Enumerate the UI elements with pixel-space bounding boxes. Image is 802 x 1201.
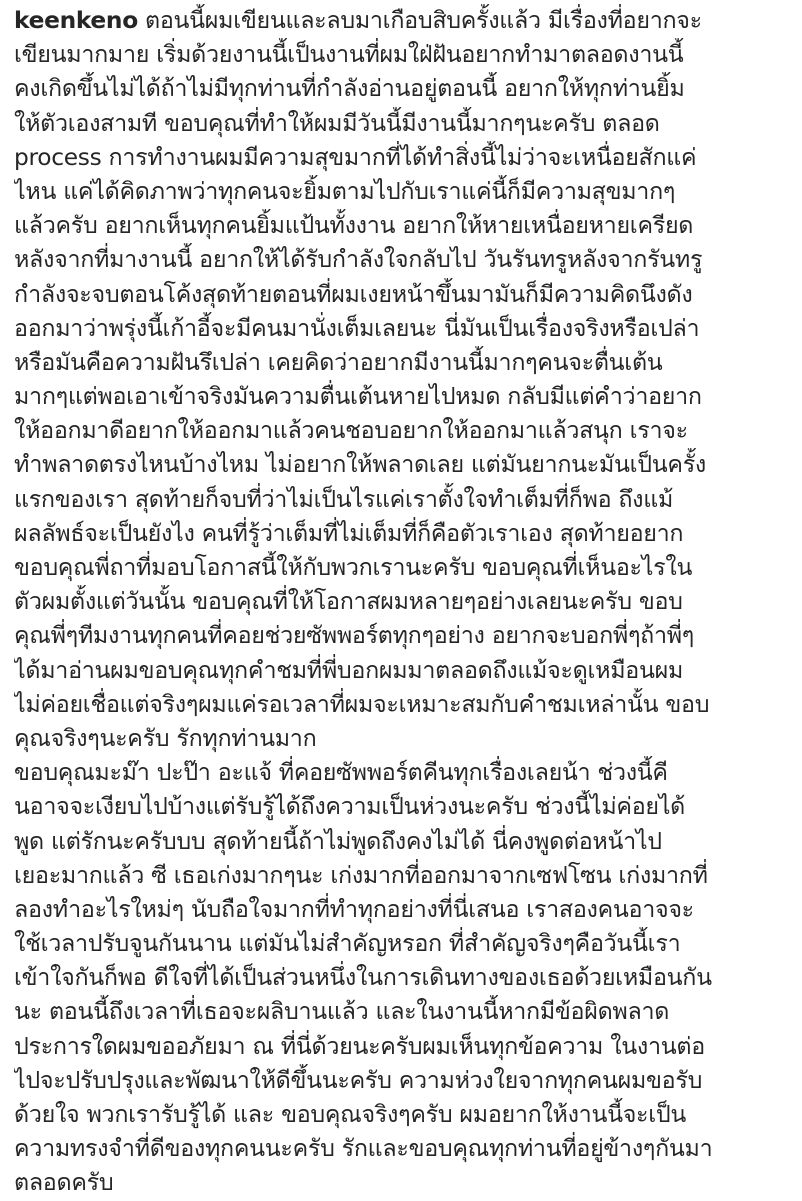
caption-line: พูด แต่รักนะครับบบ สุดท้ายนี้ถ้าไม่พูดถึงคงไม่ได้ นี่คงพูดต่อหน้าไป	[14, 827, 662, 855]
caption-line: ได้มาอ่านผมขอบคุณทุกคำชมที่พี่บอกผมมาตลอดถึงแม้จะดูเหมือนผม	[14, 656, 684, 684]
caption-line: ไม่ค่อยเชื่อแต่จริงๆผมแค่รอเวลาที่ผมจะเหมาะสมกับคำชมเหล่านั้น ขอบ	[14, 690, 710, 718]
caption-line: คุณจริงๆนะครับ รักทุกท่านมาก	[14, 724, 317, 752]
caption-line: ด้วยใจ พวกเรารับรู้ได้ และ ขอบคุณจริงๆครับ ผมอยากให้งานนี้จะเป็น	[14, 1101, 687, 1128]
caption-line: กำลังจะจบตอนโค้งสุดท้ายตอนที่ผมเงยหน้าขึ้นมามันก็มีความคิดนึงดัง	[14, 280, 693, 308]
caption-line: ประการใดผมขออภัยมา ณ ที่นี่ด้วยนะครับผมเห็นทุกข้อความ ในงานต่อ	[14, 1032, 705, 1060]
username-link[interactable]: keenkeno	[14, 7, 138, 34]
caption-line: ตลอดครับ	[14, 1169, 114, 1197]
caption-text: ตอนนี้ผมเขียนและลบมาเกือบสิบครั้งแล้ว มีเรื่องที่อยากจะ	[145, 7, 702, 34]
caption-line: เข้าใจกันก็พอ ดีใจที่ได้เป็นส่วนหนึ่งในการเดินทางของเธอด้วยเหมือนกัน	[14, 964, 712, 992]
caption-line: เขียนมากมาย เริ่มด้วยงานนี้เป็นงานที่ผมใฝ่ฝันอยากทำมาตลอดงานนี้	[14, 41, 684, 69]
caption-line: แรกของเรา สุดท้ายก็จบที่ว่าไม่เป็นไรแค่เราตั้งใจทำเต็มที่ก็พอ ถึงแม้	[14, 485, 674, 513]
caption-line: ทำพลาดตรงไหนบ้างไหม ไม่อยากให้พลาดเลย แต่มันยากนะมันเป็นครั้ง	[14, 451, 706, 479]
caption-line: คงเกิดขึ้นไม่ได้ถ้าไม่มีทุกท่านที่กำลังอ่านอยู่ตอนนี้ อยากให้ทุกท่านยิ้ม	[14, 75, 685, 103]
caption-line: มากๆแต่พอเอาเข้าจริงมันความตื่นเต้นหายไปหมด กลับมีแต่คำว่าอยาก	[14, 383, 702, 411]
caption-line: หลังจากที่มางานนี้ อยากให้ได้รับกำลังใจกลับไป วันรันทรูหลังจากรันทรู	[14, 246, 703, 274]
caption-line: นอาจจะเงียบไปบ้างแต่รับรู้ได้ถึงความเป็นห่วงนะครับ ช่วงนี้ไม่ค่อยได้	[14, 793, 685, 821]
caption-line: นะ ตอนนี้ถึงเวลาที่เธอจะผลิบานแล้ว และในงานนี้หากมีข้อผิดพลาด	[14, 998, 670, 1026]
caption-line: คุณพี่ๆทีมงานทุกคนที่คอยช่วยซัพพอร์ตทุกๆอย่าง อยากจะบอกพี่ๆถ้าพี่ๆ	[14, 622, 695, 650]
caption-line: ออกมาว่าพรุ่งนี้เก้าอี้จะมีคนมานั่งเต็มเลยนะ นี่มันเป็นเรื่องจริงหรือเปล่า	[14, 314, 700, 342]
caption-line: process การทำงานผมมีความสุขมากที่ได้ทำสิ่งนี้ไม่ว่าจะเหนื่อยสักแค่	[14, 143, 697, 171]
caption-line: ขอบคุณมะม๊า ปะป๊า อะแจ้ ที่คอยซัพพอร์ตคีนทุกเรื่องเลยน้า ช่วงนี้คี	[14, 759, 668, 787]
caption-line: ใช้เวลาปรับจูนกันนาน แต่มันไม่สำคัญหรอก ที่สำคัญจริงๆคือวันนี้เรา	[14, 930, 681, 958]
post-caption	[14, 4, 790, 1201]
caption-line: เยอะมากแล้ว ซี เธอเก่งมากๆนะ เก่งมากที่ออกมาจากเซฟโซน เก่งมากที่	[14, 861, 708, 889]
caption-line: หรือมันคือความฝันรึเปล่า เคยคิดว่าอยากมีงานนี้มากๆคนจะตื่นเต้น	[14, 348, 663, 376]
caption-line: ความทรงจำที่ดีของทุกคนนะครับ รักและขอบคุณทุกท่านที่อยู่ข้างๆกันมา	[14, 1135, 713, 1163]
caption-line: ไหน แค่ได้คิดภาพว่าทุกคนจะยิ้มตามไปกับเราแค่นี้ก็มีความสุขมากๆ	[14, 177, 676, 205]
caption-line: ขอบคุณพี่ถาที่มอบโอกาสนี้ให้กับพวกเรานะครับ ขอบคุณที่เห็นอะไรใน	[14, 554, 693, 581]
caption-line: ลองทำอะไรใหม่ๆ นับถือใจมากที่ทำทุกอย่างที่นี่เสนอ เราสองคนอาจจะ	[14, 895, 694, 923]
caption-line: ตัวผมตั้งแต่วันนั้น ขอบคุณที่ให้โอกาสผมหลายๆอย่างเลยนะครับ ขอบ	[14, 588, 683, 616]
caption-line: ไปจะปรับปรุงและพัฒนาให้ดีขึ้นนะครับ ความห่วงใยจากทุกคนผมขอรับ	[14, 1066, 703, 1094]
caption-line: ให้ออกมาดีอยากให้ออกมาแล้วคนชอบอยากให้ออกมาแล้วสนุก เราจะ	[14, 417, 688, 445]
caption-line	[14, 4, 790, 38]
caption-line: ผลลัพธ์จะเป็นยังไง คนที่รู้ว่าเต็มที่ไม่เต็มที่ก็คือตัวเราเอง สุดท้ายอยาก	[14, 519, 684, 547]
caption-line: แล้วครับ อยากเห็นทุกคนยิ้มแป้นทั้งงาน อยากให้หายเหนื่อยหายเครียด	[14, 212, 694, 240]
caption-line: ให้ตัวเองสามที ขอบคุณที่ทำให้ผมมีวันนี้มีงานนี้มากๆนะครับ ตลอด	[14, 109, 660, 137]
